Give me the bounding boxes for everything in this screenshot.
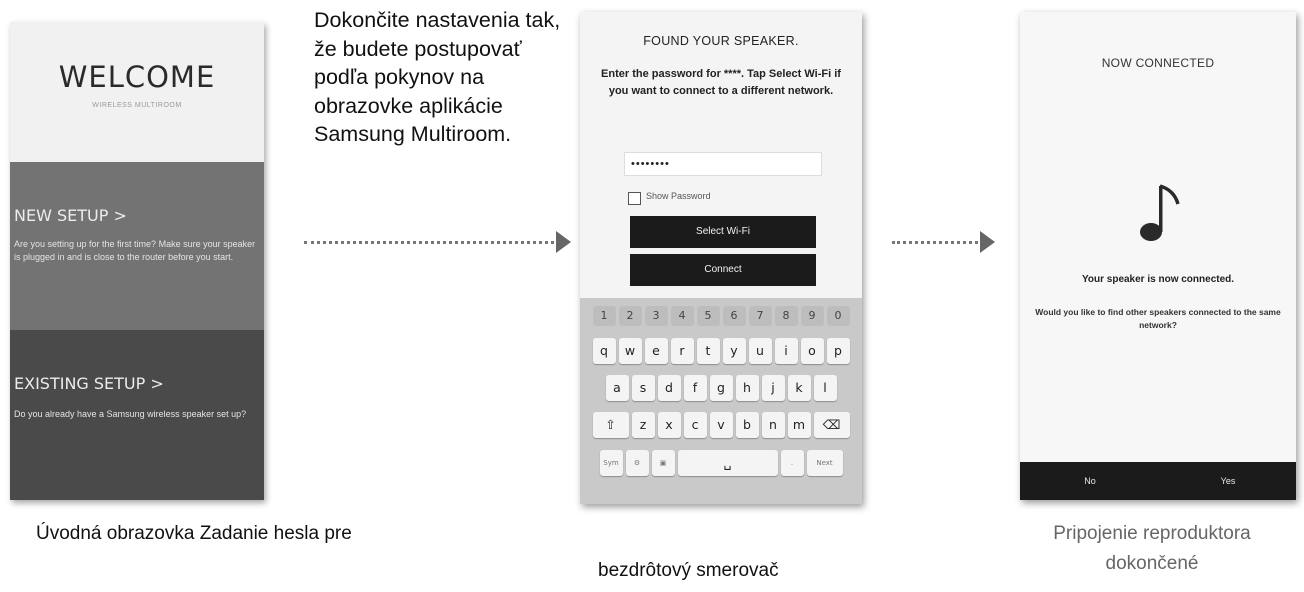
keyboard-number-row <box>580 306 862 326</box>
key-h[interactable]: h <box>736 375 759 401</box>
password-instructions: Enter the password for ****. Tap Select Wi-Fi if you want to connect to a different network. <box>601 68 841 97</box>
space-key[interactable]: ␣ <box>678 450 778 476</box>
key-a[interactable]: a <box>606 375 629 401</box>
select-wifi-button[interactable]: Select Wi-Fi <box>630 216 816 248</box>
key-e[interactable]: e <box>645 338 668 364</box>
key-v[interactable]: v <box>710 412 733 438</box>
yes-button[interactable]: Yes <box>1220 476 1236 486</box>
key-k[interactable]: k <box>788 375 811 401</box>
password-screen <box>580 12 862 504</box>
key-j[interactable]: j <box>762 375 785 401</box>
keyboard-row-3 <box>580 412 862 438</box>
key-r[interactable]: r <box>671 338 694 364</box>
new-setup-button[interactable] <box>10 162 264 330</box>
key-z[interactable]: z <box>632 412 655 438</box>
connected-screen <box>1020 12 1296 500</box>
key-w[interactable]: w <box>619 338 642 364</box>
existing-setup-title: EXISTING SETUP > <box>14 374 164 393</box>
show-password-label: Show Password <box>646 191 711 201</box>
key-1[interactable]: 1 <box>593 306 616 326</box>
new-setup-description: Are you setting up for the first time? Make sure your speaker is plugged in and is close to the router before you start. <box>14 239 256 262</box>
keyboard-bottom-row <box>580 450 862 476</box>
key-u[interactable]: u <box>749 338 772 364</box>
no-button[interactable]: No <box>1084 476 1096 486</box>
keyboard-row-1 <box>580 338 862 364</box>
key-5[interactable]: 5 <box>697 306 720 326</box>
key-0[interactable]: 0 <box>827 306 850 326</box>
caption-done <box>1002 519 1302 579</box>
caption-welcome: Úvodná obrazovka Zadanie hesla pre <box>36 523 352 544</box>
key-o[interactable]: o <box>801 338 824 364</box>
key-c[interactable]: c <box>684 412 707 438</box>
next-key[interactable]: Next <box>807 450 843 476</box>
keyboard-row-2 <box>580 375 862 401</box>
key-b[interactable]: b <box>736 412 759 438</box>
key-q[interactable]: q <box>593 338 616 364</box>
find-speakers-question: Would you like to find other speakers connected to the same network? <box>1035 307 1281 330</box>
settings-key-icon[interactable]: ⚙ <box>626 450 649 476</box>
arrow-right-icon <box>556 231 571 253</box>
key-l[interactable]: l <box>814 375 837 401</box>
key-7[interactable]: 7 <box>749 306 772 326</box>
arrow-line-2 <box>892 241 978 244</box>
password-input[interactable]: •••••••• <box>624 152 822 176</box>
now-connected-title: NOW CONNECTED <box>1101 56 1215 70</box>
existing-setup-button[interactable] <box>10 330 264 500</box>
connect-button[interactable]: Connect <box>630 254 816 286</box>
key-s[interactable]: s <box>632 375 655 401</box>
welcome-title: WELCOME <box>58 60 216 94</box>
onscreen-keyboard <box>580 298 862 504</box>
new-setup-title: NEW SETUP > <box>14 206 127 225</box>
sym-key[interactable]: Sym <box>600 450 623 476</box>
key-p[interactable]: p <box>827 338 850 364</box>
backspace-key-icon[interactable]: ⌫ <box>814 412 850 438</box>
intro-text: Dokončite nastavenia tak, že budete postupovať podľa pokynov na obrazovke aplikácie Samsung Multiroom. <box>314 8 561 146</box>
caption-router: bezdrôtový smerovač <box>598 560 779 581</box>
welcome-screen <box>10 22 264 500</box>
key-x[interactable]: x <box>658 412 681 438</box>
found-speaker-title: FOUND YOUR SPEAKER. <box>643 34 799 48</box>
show-password-checkbox[interactable] <box>628 192 641 205</box>
welcome-subtitle: WIRELESS MULTIROOM <box>92 102 182 109</box>
caption-done-line2: dokončené <box>1105 553 1199 574</box>
key-2[interactable]: 2 <box>619 306 642 326</box>
key-d[interactable]: d <box>658 375 681 401</box>
key-g[interactable]: g <box>710 375 733 401</box>
period-key[interactable]: . <box>781 450 804 476</box>
key-4[interactable]: 4 <box>671 306 694 326</box>
key-f[interactable]: f <box>684 375 707 401</box>
connected-message: Your speaker is now connected. <box>1081 274 1235 285</box>
key-m[interactable]: m <box>788 412 811 438</box>
arrow-line-1 <box>304 241 554 244</box>
music-note-icon <box>1138 180 1182 244</box>
shift-key-icon[interactable]: ⇧ <box>593 412 629 438</box>
arrow-right-icon <box>980 231 995 253</box>
key-9[interactable]: 9 <box>801 306 824 326</box>
welcome-header <box>10 22 264 162</box>
caption-done-line1: Pripojenie reproduktora <box>1053 523 1251 544</box>
key-i[interactable]: i <box>775 338 798 364</box>
key-y[interactable]: y <box>723 338 746 364</box>
key-n[interactable]: n <box>762 412 785 438</box>
clipboard-key-icon[interactable]: ▣ <box>652 450 675 476</box>
key-6[interactable]: 6 <box>723 306 746 326</box>
key-t[interactable]: t <box>697 338 720 364</box>
key-3[interactable]: 3 <box>645 306 668 326</box>
existing-setup-description: Do you already have a Samsung wireless speaker set up? <box>14 409 247 419</box>
bottom-action-bar <box>1020 462 1296 500</box>
key-8[interactable]: 8 <box>775 306 798 326</box>
